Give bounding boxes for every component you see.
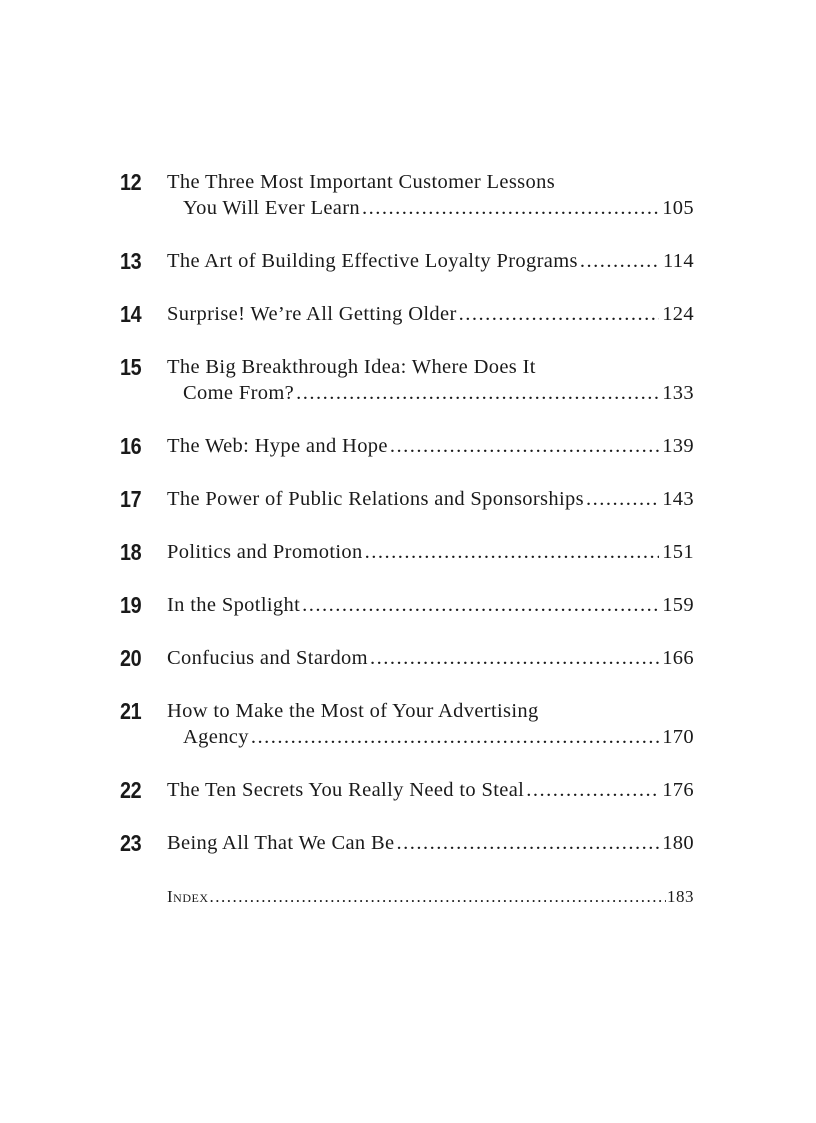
- chapter-number: 16: [120, 433, 142, 459]
- chapter-title: The Big Breakthrough Idea: Where Does It: [167, 356, 536, 378]
- chapter-number: 12: [120, 169, 142, 195]
- dot-leader: [580, 248, 660, 274]
- chapter-title-line-1: [167, 354, 694, 380]
- chapter-title-line: [167, 486, 694, 512]
- page-number: 139: [662, 435, 694, 457]
- page-number: 159: [662, 594, 694, 616]
- dot-leader: [370, 645, 659, 671]
- chapter-title-line: [167, 433, 694, 459]
- chapter-title: How to Make the Most of Your Advertising: [167, 700, 539, 722]
- chapter-number: 18: [120, 539, 142, 565]
- dot-leader: [526, 777, 659, 803]
- chapter-title-line: [167, 539, 694, 565]
- chapter-title-line: [167, 248, 694, 274]
- chapter-title: Confucius and Stardom: [167, 647, 368, 669]
- page-number: 133: [662, 382, 694, 404]
- dot-leader: [296, 380, 659, 406]
- dot-leader: [362, 195, 659, 221]
- dot-leader: [396, 830, 659, 856]
- chapter-title-line-2: [183, 380, 694, 406]
- chapter-title-line-2: [183, 195, 694, 221]
- page-number: 176: [662, 779, 694, 801]
- page-number: 151: [662, 541, 694, 563]
- page-number: 143: [662, 488, 694, 510]
- chapter-number: 23: [120, 830, 142, 856]
- chapter-title-continued: Agency: [183, 726, 249, 748]
- page-number: 124: [662, 303, 694, 325]
- dot-leader: [365, 539, 660, 565]
- chapter-title: Surprise! We’re All Getting Older: [167, 303, 457, 325]
- dot-leader: [210, 884, 667, 910]
- chapter-title-line: [167, 301, 694, 327]
- chapter-title-line-2: [183, 724, 694, 750]
- chapter-title: The Three Most Important Customer Lessons: [167, 171, 556, 193]
- dot-leader: [251, 724, 659, 750]
- chapter-title-continued: You Will Ever Learn: [183, 197, 361, 219]
- chapter-title: The Ten Secrets You Really Need to Steal: [167, 779, 525, 801]
- dot-leader: [390, 433, 659, 459]
- chapter-number: 22: [120, 777, 142, 803]
- chapter-number: 15: [120, 354, 142, 380]
- chapter-title-line: [167, 777, 694, 803]
- chapter-title: The Art of Building Effective Loyalty Programs: [167, 250, 578, 272]
- chapter-title: In the Spotlight: [167, 594, 301, 616]
- page-number: 183: [667, 887, 694, 906]
- chapter-number: 21: [120, 698, 142, 724]
- index-label: Index: [167, 887, 209, 906]
- index-line: [167, 884, 694, 910]
- chapter-title-line-1: [167, 698, 694, 724]
- page-number: 114: [662, 250, 694, 272]
- page-number: 105: [662, 197, 694, 219]
- page-number: 166: [662, 647, 694, 669]
- chapter-title: The Web: Hype and Hope: [167, 435, 388, 457]
- page-number: 180: [662, 832, 694, 854]
- chapter-number: 17: [120, 486, 142, 512]
- chapter-number: 19: [120, 592, 142, 618]
- dot-leader: [586, 486, 659, 512]
- dot-leader: [459, 301, 660, 327]
- chapter-title: Politics and Promotion: [167, 541, 363, 563]
- chapter-title-line: [167, 830, 694, 856]
- dot-leader: [302, 592, 659, 618]
- chapter-title-line: [167, 645, 694, 671]
- chapter-number: 13: [120, 248, 142, 274]
- chapter-title-continued: Come From?: [183, 382, 295, 404]
- chapter-title-line-1: [167, 169, 694, 195]
- chapter-title-line: [167, 592, 694, 618]
- chapter-number: 20: [120, 645, 142, 671]
- chapter-title: Being All That We Can Be: [167, 832, 395, 854]
- chapter-number: 14: [120, 301, 142, 327]
- page-number: 170: [662, 726, 694, 748]
- chapter-title: The Power of Public Relations and Sponsorships: [167, 488, 584, 510]
